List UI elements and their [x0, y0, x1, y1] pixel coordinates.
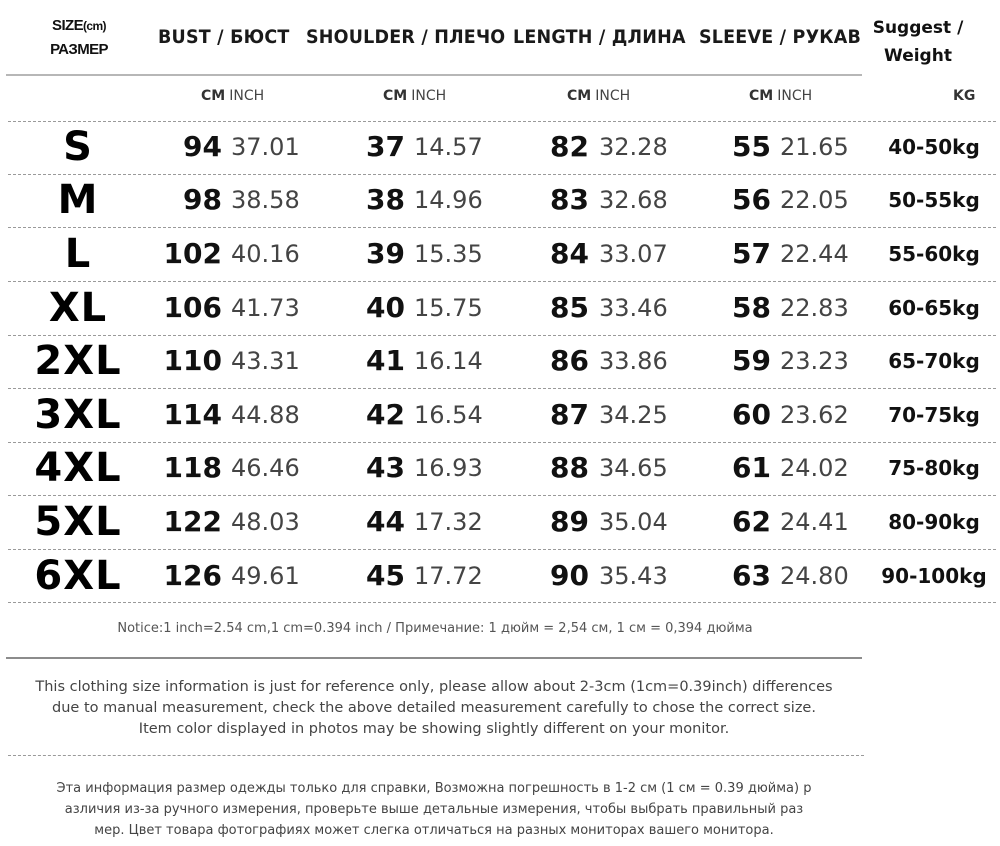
- disclaimer-english: [6, 677, 862, 740]
- table-row: [0, 495, 1000, 549]
- length-cm-value: 84: [550, 237, 589, 270]
- sleeve-cm-cell: [651, 388, 771, 442]
- table-row: [0, 334, 1000, 388]
- length-cm-value: 86: [550, 344, 589, 377]
- weight-value: 55-60kg: [888, 242, 980, 266]
- shoulder-cm-value: 42: [366, 398, 405, 431]
- weight-header-line1: Suggest /: [872, 18, 964, 38]
- sleeve-cm-value: 61: [732, 451, 771, 484]
- bust-unit-inch: INCH: [229, 88, 265, 104]
- bust-cm-cell: [102, 281, 222, 335]
- sleeve-inch-cell: [780, 120, 870, 174]
- weight-value: 75-80kg: [888, 456, 980, 480]
- shoulder-inch-value: 16.54: [414, 401, 483, 429]
- conversion-notice: Notice:1 inch=2.54 cm,1 cm=0.394 inch / Примечание: 1 дюйм = 2,54 см, 1 см = 0,394 дюйма: [117, 621, 753, 636]
- shoulder-inch-value: 15.35: [414, 240, 483, 268]
- table-row: [0, 173, 1000, 227]
- length-cm-value: 82: [550, 130, 589, 163]
- length-inch-value: 34.65: [599, 454, 668, 482]
- weight-value: 90-100kg: [881, 564, 987, 588]
- bust-inch-value: 48.03: [231, 508, 300, 536]
- sleeve-cm-cell: [651, 281, 771, 335]
- length-unit-cm: CM: [567, 88, 592, 104]
- length-inch-value: 33.46: [599, 294, 668, 322]
- length-unit-inch: INCH: [595, 88, 631, 104]
- bust-cm-cell: [102, 227, 222, 281]
- bust-cm-value: 106: [163, 291, 222, 324]
- size-label: XL: [48, 285, 108, 331]
- table-row: [0, 281, 1000, 335]
- sleeve-cm-value: 63: [732, 559, 771, 592]
- sleeve-unit-cm: CM: [749, 88, 774, 104]
- length-inch-value: 33.07: [599, 240, 668, 268]
- bust-inch-value: 38.58: [231, 186, 300, 214]
- sleeve-inch-cell: [780, 281, 870, 335]
- shoulder-column-header: SHOULDER / ПЛЕЧО: [306, 27, 506, 49]
- table-row: [0, 549, 1000, 603]
- disclaimer-ru-line: Эта информация размер одежды только для справки, Возможна погрешность в 1-2 см (1 см = 0.39 дюйма) р: [56, 781, 812, 796]
- shoulder-cm-value: 39: [366, 237, 405, 270]
- size-label: 6XL: [34, 553, 122, 599]
- bust-unit-cm: CM: [201, 88, 226, 104]
- disclaimer-ru-line: мер. Цвет товара фотографиях может слегка отличаться на разных мониторах вашего монитора.: [94, 823, 774, 838]
- weight-value: 80-90kg: [888, 510, 980, 534]
- table-header: [0, 0, 1000, 76]
- shoulder-cm-cell: [285, 227, 405, 281]
- shoulder-inch-value: 14.96: [414, 186, 483, 214]
- shoulder-inch-value: 15.75: [414, 294, 483, 322]
- weight-header-line2: Weight: [884, 46, 952, 66]
- bust-inch-value: 49.61: [231, 562, 300, 590]
- sleeve-cm-cell: [651, 173, 771, 227]
- bust-cm-value: 122: [163, 505, 222, 538]
- shoulder-cm-value: 40: [366, 291, 405, 324]
- length-inch-value: 33.86: [599, 347, 668, 375]
- sleeve-cm-value: 60: [732, 398, 771, 431]
- bust-cm-cell: [102, 441, 222, 495]
- sleeve-inch-cell: [780, 334, 870, 388]
- length-inch-value: 34.25: [599, 401, 668, 429]
- bust-column-header: BUST / БЮСТ: [158, 27, 290, 49]
- shoulder-cm-value: 37: [366, 130, 405, 163]
- shoulder-cm-cell: [285, 549, 405, 603]
- shoulder-unit-inch: INCH: [411, 88, 447, 104]
- shoulder-cm-value: 43: [366, 451, 405, 484]
- bust-cm-value: 102: [163, 237, 222, 270]
- table-row: [0, 227, 1000, 281]
- shoulder-cm-value: 45: [366, 559, 405, 592]
- sleeve-cm-value: 58: [732, 291, 771, 324]
- sleeve-cm-value: 57: [732, 237, 771, 270]
- table-row: [0, 388, 1000, 442]
- bust-inch-value: 44.88: [231, 401, 300, 429]
- sleeve-cm-cell: [651, 120, 771, 174]
- sleeve-cm-value: 59: [732, 344, 771, 377]
- size-header-unit: (cm): [83, 19, 106, 33]
- length-cm-value: 89: [550, 505, 589, 538]
- shoulder-inch-value: 17.32: [414, 508, 483, 536]
- sleeve-cm-cell: [651, 334, 771, 388]
- sleeve-units: [749, 88, 812, 108]
- length-cm-cell: [469, 549, 589, 603]
- table-row: [0, 441, 1000, 495]
- size-label: 4XL: [34, 445, 122, 491]
- bust-inch-value: 40.16: [231, 240, 300, 268]
- length-cm-value: 87: [550, 398, 589, 431]
- shoulder-inch-value: 16.14: [414, 347, 483, 375]
- sleeve-inch-cell: [780, 227, 870, 281]
- weight-value: 70-75kg: [888, 403, 980, 427]
- sleeve-inch-cell: [780, 495, 870, 549]
- length-cm-value: 83: [550, 183, 589, 216]
- size-header-label: SIZE: [52, 17, 83, 34]
- sleeve-cm-cell: [651, 441, 771, 495]
- length-inch-value: 32.68: [599, 186, 668, 214]
- sleeve-cm-cell: [651, 495, 771, 549]
- shoulder-cm-cell: [285, 441, 405, 495]
- shoulder-cm-cell: [285, 173, 405, 227]
- shoulder-cm-value: 44: [366, 505, 405, 538]
- shoulder-cm-cell: [285, 281, 405, 335]
- bust-inch-value: 43.31: [231, 347, 300, 375]
- shoulder-cm-cell: [285, 495, 405, 549]
- disclaimer-en-line: Item color displayed in photos may be showing slightly different on your monitor.: [138, 721, 730, 737]
- shoulder-inch-value: 17.72: [414, 562, 483, 590]
- bust-cm-value: 110: [163, 344, 222, 377]
- sleeve-cm-value: 55: [732, 130, 771, 163]
- shoulder-cm-value: 38: [366, 183, 405, 216]
- sleeve-inch-cell: [780, 549, 870, 603]
- row-divider: [8, 602, 996, 603]
- bust-cm-value: 98: [183, 183, 222, 216]
- length-inch-value: 35.43: [599, 562, 668, 590]
- bust-cm-value: 94: [183, 130, 222, 163]
- bust-inch-value: 37.01: [231, 133, 300, 161]
- length-cm-cell: [469, 388, 589, 442]
- bust-cm-cell: [102, 334, 222, 388]
- bust-cm-value: 126: [163, 559, 222, 592]
- sleeve-column-header: SLEEVE / РУКАВ: [699, 27, 862, 49]
- sleeve-inch-value: 22.44: [780, 240, 849, 268]
- table-row: [0, 120, 1000, 174]
- shoulder-cm-cell: [285, 388, 405, 442]
- size-label: S: [63, 124, 93, 170]
- weight-value: 40-50kg: [888, 135, 980, 159]
- header-divider: [6, 74, 862, 76]
- sleeve-cm-value: 56: [732, 183, 771, 216]
- bust-cm-value: 114: [163, 398, 222, 431]
- disclaimer-ru-line: азличия из-за ручного измерения, проверьте выше детальные измерения, чтобы выбрать правильный раз: [64, 802, 804, 817]
- shoulder-unit-cm: CM: [383, 88, 408, 104]
- size-header-label-ru: РАЗМЕР: [50, 41, 108, 58]
- shoulder-cm-value: 41: [366, 344, 405, 377]
- bust-units: [201, 88, 264, 108]
- size-label: L: [64, 231, 92, 277]
- length-cm-cell: [469, 441, 589, 495]
- shoulder-cm-cell: [285, 334, 405, 388]
- bust-cm-value: 118: [163, 451, 222, 484]
- weight-value: 60-65kg: [888, 296, 980, 320]
- bust-cm-cell: [102, 388, 222, 442]
- disclaimer-en-line: This clothing size information is just for reference only, please allow about 2-3cm (1cm=0.39inch) differences: [35, 679, 833, 695]
- length-inch-value: 32.28: [599, 133, 668, 161]
- weight-value: 50-55kg: [888, 188, 980, 212]
- sleeve-cm-cell: [651, 227, 771, 281]
- sleeve-inch-value: 22.83: [780, 294, 849, 322]
- sleeve-cm-value: 62: [732, 505, 771, 538]
- length-cm-value: 85: [550, 291, 589, 324]
- sleeve-inch-value: 22.05: [780, 186, 849, 214]
- weight-unit-kg: KG: [953, 88, 976, 104]
- bust-cm-cell: [102, 495, 222, 549]
- length-cm-value: 90: [550, 559, 589, 592]
- bust-inch-value: 41.73: [231, 294, 300, 322]
- shoulder-inch-value: 16.93: [414, 454, 483, 482]
- sleeve-inch-cell: [780, 388, 870, 442]
- bust-cm-cell: [102, 120, 222, 174]
- shoulder-inch-value: 14.57: [414, 133, 483, 161]
- sleeve-inch-value: 24.41: [780, 508, 849, 536]
- length-cm-cell: [469, 281, 589, 335]
- bust-inch-value: 46.46: [231, 454, 300, 482]
- disclaimer-russian: [6, 778, 862, 841]
- length-cm-cell: [469, 120, 589, 174]
- length-cm-value: 88: [550, 451, 589, 484]
- weight-units: [953, 88, 979, 108]
- length-cm-cell: [469, 173, 589, 227]
- sleeve-cm-cell: [651, 549, 771, 603]
- length-cm-cell: [469, 334, 589, 388]
- sleeve-inch-value: 24.02: [780, 454, 849, 482]
- size-column-header: [40, 14, 118, 62]
- sleeve-inch-cell: [780, 441, 870, 495]
- bust-cm-cell: [102, 549, 222, 603]
- disclaimer-divider: [8, 755, 864, 756]
- size-label: M: [57, 177, 99, 223]
- bust-cm-cell: [102, 173, 222, 227]
- sleeve-inch-value: 24.80: [780, 562, 849, 590]
- length-cm-cell: [469, 495, 589, 549]
- notice-divider: [6, 657, 862, 659]
- length-column-header: LENGTH / ДЛИНА: [513, 27, 686, 49]
- sleeve-inch-cell: [780, 173, 870, 227]
- length-inch-value: 35.04: [599, 508, 668, 536]
- length-cm-cell: [469, 227, 589, 281]
- size-label: 2XL: [34, 338, 122, 384]
- disclaimer-en-line: due to manual measurement, check the above detailed measurement carefully to chose the correct size.: [52, 700, 816, 716]
- size-label: 3XL: [34, 392, 122, 438]
- weight-column-header: [866, 14, 970, 70]
- length-units: [567, 88, 630, 108]
- sleeve-inch-value: 23.23: [780, 347, 849, 375]
- shoulder-units: [383, 88, 446, 108]
- shoulder-cm-cell: [285, 120, 405, 174]
- sleeve-inch-value: 21.65: [780, 133, 849, 161]
- weight-value: 65-70kg: [888, 349, 980, 373]
- sleeve-inch-value: 23.62: [780, 401, 849, 429]
- size-label: 5XL: [34, 499, 122, 545]
- sleeve-unit-inch: INCH: [777, 88, 813, 104]
